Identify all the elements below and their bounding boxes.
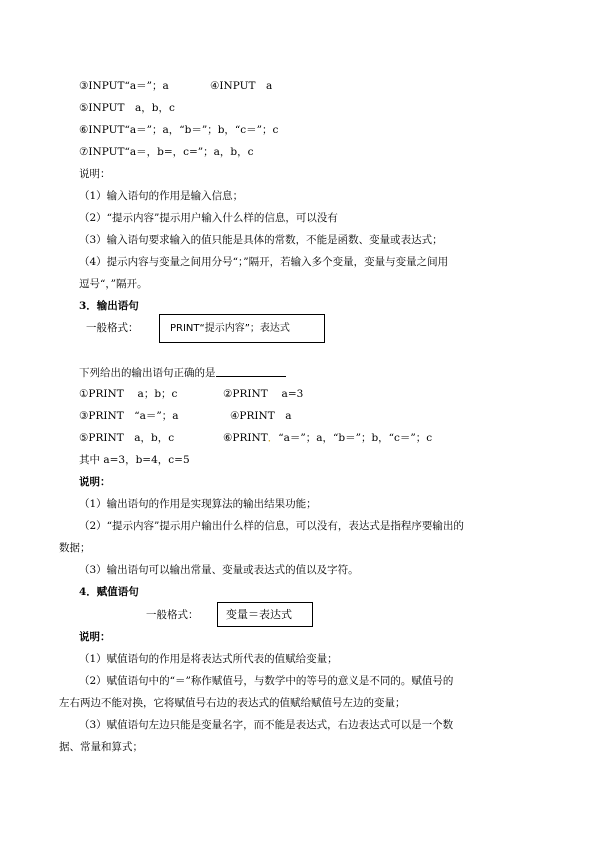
output-note-2-line2: 数据；	[59, 542, 91, 554]
assign-note-2-line2: 左右两边不能对换，它将赋值号右边的表达式的值赋给赋值号左边的变量；	[59, 697, 406, 709]
output-option-4: ④PRINT a	[230, 410, 292, 422]
input-option-7: ⑦INPUT“a＝，b=，c=”；a，b，c	[79, 146, 254, 158]
output-format-box	[159, 314, 325, 343]
output-note-2-line1: （2）“提示内容”提示用户输出什么样的信息，可以没有，表达式是指程序要输出的	[79, 520, 464, 532]
input-note-4-line1: （4）提示内容与变量之间用分号“；”隔开，若输入多个变量，变量与变量之间用	[79, 256, 449, 268]
output-section-heading: 3．输出语句	[79, 300, 139, 312]
output-note-3: （3）输出语句可以输出常量、变量或表达式的值以及字符。	[79, 564, 359, 576]
assign-note-2-line1: （2）赋值语句中的“＝”称作赋值号，与数学中的等号的意义是不同的。赋值号的	[79, 675, 454, 687]
output-question-text: 下列给出的输出语句正确的是	[79, 367, 216, 379]
output-option-6-prefix: ⑥PRINT	[223, 432, 268, 444]
output-format-text: PRINT“提示内容”；表达式	[170, 323, 290, 334]
assign-section-heading: 4．赋值语句	[79, 586, 139, 598]
output-question	[79, 366, 286, 380]
input-note-1: （1）输入语句的作用是输入信息；	[79, 190, 244, 202]
output-notes-heading: 说明：	[79, 476, 111, 488]
input-option-3: ③INPUT“a＝”；a	[79, 80, 169, 92]
output-note-1: （1）输出语句的作用是实现算法的输出结果功能；	[79, 498, 317, 510]
output-option-1: ①PRINT a；b；c	[79, 388, 178, 400]
answer-blank	[216, 366, 286, 377]
assign-notes-heading: 说明：	[79, 631, 111, 643]
input-option-5: ⑤INPUT a，b，c	[79, 102, 175, 114]
input-option-4: ④INPUT a	[210, 80, 273, 92]
highlight-mark: ．	[267, 432, 279, 444]
input-note-2: （2）“提示内容”提示用户输入什么样的信息，可以没有	[79, 212, 338, 224]
input-notes-heading: 说明：	[79, 168, 111, 180]
assign-note-3-line2: 据、常量和算式；	[59, 741, 143, 753]
input-option-6: ⑥INPUT“a＝”；a，“b＝”；b，“c＝”；c	[79, 124, 279, 136]
output-option-2: ②PRINT a=3	[223, 388, 304, 400]
assign-note-1: （1）赋值语句的作用是将表达式所代表的值赋给变量；	[79, 653, 338, 665]
assign-format-text: 变量＝表达式	[226, 608, 292, 621]
output-option-6-rest: “a＝”；a，“b＝”；b，“c＝”；c	[278, 432, 433, 444]
assign-format-box	[217, 602, 313, 627]
output-option-6	[223, 432, 432, 445]
assign-format-label: 一般格式：	[146, 609, 199, 621]
output-option-3: ③PRINT “a＝”；a	[79, 410, 179, 422]
output-format-label: 一般格式：	[86, 322, 139, 334]
output-option-5: ⑤PRINT a，b，c	[79, 432, 175, 444]
input-note-4-line2: 逗号“，”隔开。	[79, 278, 148, 290]
assign-note-3-line1: （3）赋值语句左边只能是变量名字，而不能是表达式，右边表达式可以是一个数	[79, 719, 454, 731]
input-note-3: （3）输入语句要求输入的值只能是具体的常数，不能是函数、变量或表达式；	[79, 234, 443, 246]
output-values: 其中 a=3，b=4，c=5	[79, 454, 190, 466]
